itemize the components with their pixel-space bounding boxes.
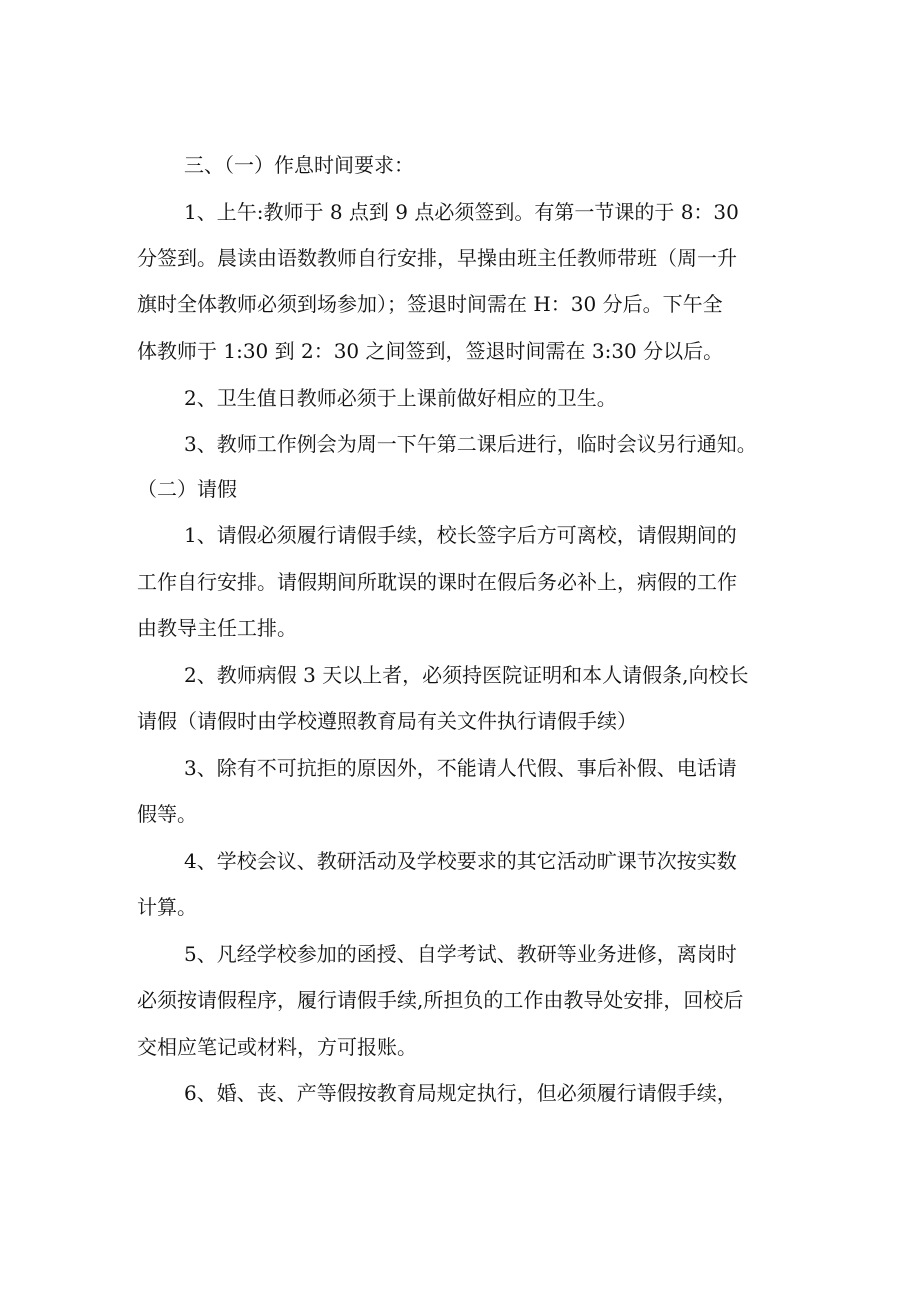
paragraph-line: 旗时全体教师必须到场参加）；签退时间需在 H：30 分后。下午全 — [137, 292, 723, 316]
paragraph-line: 2、教师病假 3 天以上者，必须持医院证明和本人请假条,向校长 — [184, 663, 749, 687]
paragraph-line: 分签到。晨读由语数教师自行安排，早操由班主任教师带班（周一升 — [137, 246, 737, 270]
paragraph-line: 必须按请假程序，履行请假手续,所担负的工作由教导处安排，回校后 — [137, 988, 744, 1012]
paragraph-line: 工作自行安排。请假期间所耽误的课时在假后务必补上，病假的工作 — [137, 570, 737, 594]
paragraph-line: 由教导主任工排。 — [137, 616, 297, 640]
paragraph-line: 计算。 — [137, 895, 197, 919]
paragraph-line: 3、除有不可抗拒的原因外，不能请人代假、事后补假、电话请 — [184, 756, 737, 780]
paragraph-line: 4、学校会议、教研活动及学校要求的其它活动旷课节次按实数 — [184, 849, 737, 873]
paragraph-line: 6、婚、丧、产等假按教育局规定执行，但必须履行请假手续， — [184, 1081, 737, 1105]
section-heading-leave: （二）请假 — [137, 477, 237, 501]
paragraph-line: 体教师于 1:30 到 2：30 之间签到，签退时间需在 3:30 分以后。 — [137, 339, 724, 363]
paragraph-line: 交相应笔记或材料，方可报账。 — [137, 1035, 417, 1059]
paragraph-line: 3、教师工作例会为周一下午第二课后进行，临时会议另行通知。 — [184, 432, 757, 456]
paragraph-line: 请假（请假时由学校遵照教育局有关文件执行请假手续） — [137, 709, 637, 733]
section-heading-schedule: 三、（一）作息时间要求： — [184, 153, 414, 177]
paragraph-line: 假等。 — [137, 802, 197, 826]
paragraph-line: 2、卫生值日教师必须于上课前做好相应的卫生。 — [184, 386, 617, 410]
paragraph-line: 1、上午:教师于 8 点到 9 点必须签到。有第一节课的于 8：30 — [184, 200, 739, 224]
paragraph-line: 5、凡经学校参加的函授、自学考试、教研等业务进修，离岗时 — [184, 942, 737, 966]
paragraph-line: 1、请假必须履行请假手续，校长签字后方可离校，请假期间的 — [184, 523, 737, 547]
